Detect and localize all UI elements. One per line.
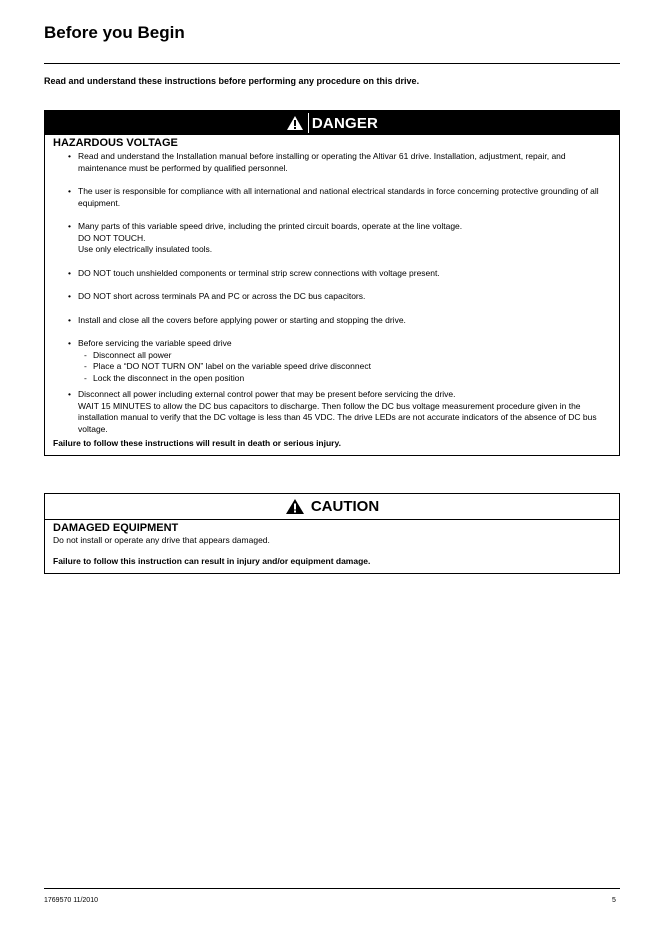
footer-divider xyxy=(44,888,620,889)
list-item: • The user is responsible for compliance with all international and national electrical standards in force concerning protective grounding of all equipment. xyxy=(68,186,599,208)
page-title: Before you Begin xyxy=(44,23,185,42)
list-item: • DO NOT short across terminals PA and PC or across the DC bus capacitors. xyxy=(68,291,366,301)
caution-label: CAUTION xyxy=(310,498,380,515)
caution-header xyxy=(45,494,619,520)
caution-box xyxy=(44,493,620,574)
sub-list-item: - Disconnect all power xyxy=(84,349,172,360)
caution-text: Do not install or operate any drive that appears damaged. xyxy=(53,535,270,545)
sub-list-item: - Lock the disconnect in the open position xyxy=(84,372,245,383)
warning-triangle-icon xyxy=(286,113,309,133)
title-divider xyxy=(44,63,620,64)
list-item: • Disconnect all power including external control power that may be present before servicing the drive. WAIT 15 MINUTES to allow the DC bus capacitors to discharge. Then follow the DC bus voltage measurement procedure given in the installation manual to verify that the DC voltage is less than 45 VDC. The drive LEDs are not accurate indicators of the absence of DC bus voltage. xyxy=(68,389,597,434)
caution-consequence: Failure to follow this instruction can result in injury and/or equipment damage. xyxy=(53,556,371,566)
danger-header xyxy=(45,111,619,135)
list-item: • Install and close all the covers before applying power or starting and stopping the drive. xyxy=(68,314,406,325)
hazard-title: HAZARDOUS VOLTAGE xyxy=(53,137,178,149)
document-reference: 1769570 11/2010 xyxy=(44,897,98,904)
danger-list xyxy=(53,151,611,435)
list-item: • Before servicing the variable speed drive - Disconnect all power - Place a “DO NOT TURN ON” label on the variable speed drive disconnect - Lock the disconnect in the open position xyxy=(53,338,611,384)
danger-consequence: Failure to follow these instructions will result in death or serious injury. xyxy=(53,438,341,448)
sub-list-item: - Place a “DO NOT TURN ON” label on the variable speed drive disconnect xyxy=(84,361,371,371)
intro-text: Read and understand these instructions before performing any procedure on this drive. xyxy=(44,76,420,86)
list-item: • Many parts of this variable speed drive, including the printed circuit boards, operate at the line voltage. DO NOT TOUCH. Use only electrically insulated tools. xyxy=(68,221,463,254)
danger-box xyxy=(44,110,620,456)
sub-list xyxy=(78,350,611,385)
page-number: 5 xyxy=(612,897,616,904)
caution-title: DAMAGED EQUIPMENT xyxy=(53,522,179,534)
list-item: • Read and understand the Installation manual before installing or operating the Altivar 61 drive. Installation, adjustment, repair, and maintenance must be performed by qualified personnel. xyxy=(68,151,566,173)
list-item: • DO NOT touch unshielded components or terminal strip screw connections with voltage present. xyxy=(68,267,440,278)
warning-triangle-icon xyxy=(285,498,305,515)
danger-label: DANGER xyxy=(311,114,379,132)
